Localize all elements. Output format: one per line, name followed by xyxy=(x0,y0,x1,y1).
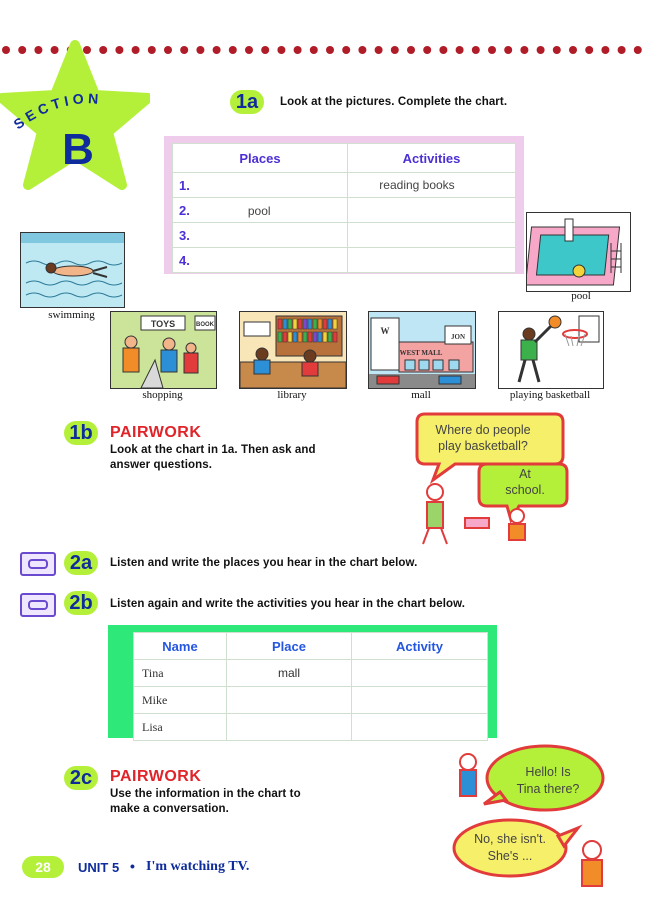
border-dot xyxy=(294,46,302,54)
pool-caption: pool xyxy=(571,290,591,302)
row-number: 4. xyxy=(173,248,348,273)
border-dot xyxy=(326,46,334,54)
mall-picture xyxy=(368,311,476,389)
table-row xyxy=(134,660,488,687)
places-header: Places xyxy=(173,144,348,173)
border-dot xyxy=(277,46,285,54)
activity-cell[interactable] xyxy=(352,660,488,687)
bubble-reply-line2: She's ... xyxy=(487,849,533,863)
basketball-caption: playing basketball xyxy=(509,389,591,401)
exercise-2b-instruction: Listen again and write the activities you hear in the chart below. xyxy=(110,598,466,610)
mall-caption: mall xyxy=(411,389,431,401)
activity-cell[interactable]: reading books xyxy=(348,173,516,198)
exercise-2b-badge: 2b xyxy=(64,591,98,615)
border-dot xyxy=(553,46,561,54)
conversation-illustration-2c xyxy=(440,740,610,900)
unit-title: I'm watching TV. xyxy=(146,859,250,874)
table-row xyxy=(134,714,488,741)
activity-cell[interactable] xyxy=(348,198,516,223)
table-row xyxy=(134,687,488,714)
library-picture xyxy=(239,311,347,389)
activity-header: Activity xyxy=(352,633,488,660)
activity-cell[interactable] xyxy=(348,223,516,248)
border-dot xyxy=(488,46,496,54)
exercise-1b-line2: answer questions. xyxy=(110,459,213,471)
library-caption: library xyxy=(277,389,307,401)
pairwork-title-2c: PAIRWORK xyxy=(110,768,202,785)
exercise-1b-badge: 1b xyxy=(64,421,98,445)
footer-bullet: • xyxy=(130,858,135,874)
border-dot xyxy=(504,46,512,54)
w-sign: W xyxy=(380,326,390,336)
name-cell: Mike xyxy=(134,687,227,714)
name-place-activity-table xyxy=(133,632,488,741)
border-dot xyxy=(585,46,593,54)
exercise-1a-badge: 1a xyxy=(230,90,264,114)
row-number: 1. xyxy=(173,173,348,198)
place-cell[interactable] xyxy=(227,687,352,714)
name-cell: Tina xyxy=(134,660,227,687)
activities-header: Activities xyxy=(348,144,516,173)
activity-cell[interactable] xyxy=(348,248,516,273)
name-cell: Lisa xyxy=(134,714,227,741)
exercise-2c-line1: Use the information in the chart to xyxy=(110,788,301,800)
place-header: Place xyxy=(227,633,352,660)
name-header: Name xyxy=(134,633,227,660)
border-dot xyxy=(601,46,609,54)
table-row xyxy=(173,223,516,248)
exercise-2c-line2: make a conversation. xyxy=(110,803,229,815)
border-dot xyxy=(213,46,221,54)
bubble-reply-line1: No, she isn't. xyxy=(474,832,546,846)
page-number: 28 xyxy=(22,856,64,878)
bubble-hello-line1: Hello! Is xyxy=(525,765,571,779)
border-dot xyxy=(358,46,366,54)
table-row xyxy=(173,198,516,223)
place-cell[interactable]: mall xyxy=(227,660,352,687)
unit-label: UNIT 5 xyxy=(78,860,120,875)
border-dot xyxy=(520,46,528,54)
border-dot xyxy=(261,46,269,54)
bubble-hello-line2: Tina there? xyxy=(516,782,580,796)
pairwork-title-1b: PAIRWORK xyxy=(110,424,202,441)
table-row xyxy=(173,248,516,273)
border-dot xyxy=(472,46,480,54)
toys-sign: TOYS xyxy=(150,319,176,329)
row-number: 2. pool xyxy=(173,198,348,223)
border-dot xyxy=(439,46,447,54)
bubble-answer-line2: school. xyxy=(505,483,545,497)
activity-cell[interactable] xyxy=(352,714,488,741)
bubble-question-line1: Where do people xyxy=(435,423,531,437)
exercise-2a-instruction: Listen and write the places you hear in the chart below. xyxy=(110,557,418,569)
place-cell: pool xyxy=(247,203,271,218)
bubble-question-line2: play basketball? xyxy=(438,439,528,453)
audio-tape-icon[interactable] xyxy=(20,593,56,617)
border-dot xyxy=(391,46,399,54)
west-mall-sign: WEST MALL xyxy=(399,349,443,357)
border-dot xyxy=(407,46,415,54)
exercise-1a-instruction: Look at the pictures. Complete the chart. xyxy=(280,96,508,108)
border-dot xyxy=(537,46,545,54)
border-dot xyxy=(229,46,237,54)
place-cell[interactable] xyxy=(227,714,352,741)
bubble-answer-line1: At xyxy=(519,467,531,481)
border-dot xyxy=(164,46,172,54)
border-dot xyxy=(569,46,577,54)
row-number: 3. xyxy=(173,223,348,248)
basketball-picture xyxy=(498,311,604,389)
border-dot xyxy=(245,46,253,54)
shopping-picture xyxy=(110,311,217,389)
section-word: SECTION xyxy=(10,90,103,133)
book-sign: BOOK xyxy=(196,322,214,328)
border-dot xyxy=(342,46,350,54)
activity-cell[interactable] xyxy=(352,687,488,714)
jon-sign: JON xyxy=(451,333,465,341)
audio-tape-icon[interactable] xyxy=(20,552,56,576)
swimming-picture xyxy=(20,232,125,308)
border-dot xyxy=(180,46,188,54)
border-dot xyxy=(375,46,383,54)
border-dot xyxy=(634,46,642,54)
conversation-illustration-1b xyxy=(405,408,580,548)
section-letter: B xyxy=(62,125,94,174)
border-dot xyxy=(618,46,626,54)
exercise-1b-line1: Look at the chart in 1a. Then ask and xyxy=(110,444,316,456)
border-dot xyxy=(310,46,318,54)
table-row xyxy=(173,173,516,198)
places-activities-table xyxy=(172,143,516,273)
border-dot xyxy=(423,46,431,54)
exercise-2c-badge: 2c xyxy=(64,766,98,790)
swimming-caption: swimming xyxy=(48,309,95,321)
shopping-caption: shopping xyxy=(142,389,183,401)
section-heading xyxy=(0,60,150,190)
border-dot xyxy=(456,46,464,54)
pool-picture xyxy=(526,212,631,292)
exercise-2a-badge: 2a xyxy=(64,551,98,575)
border-dot xyxy=(196,46,204,54)
